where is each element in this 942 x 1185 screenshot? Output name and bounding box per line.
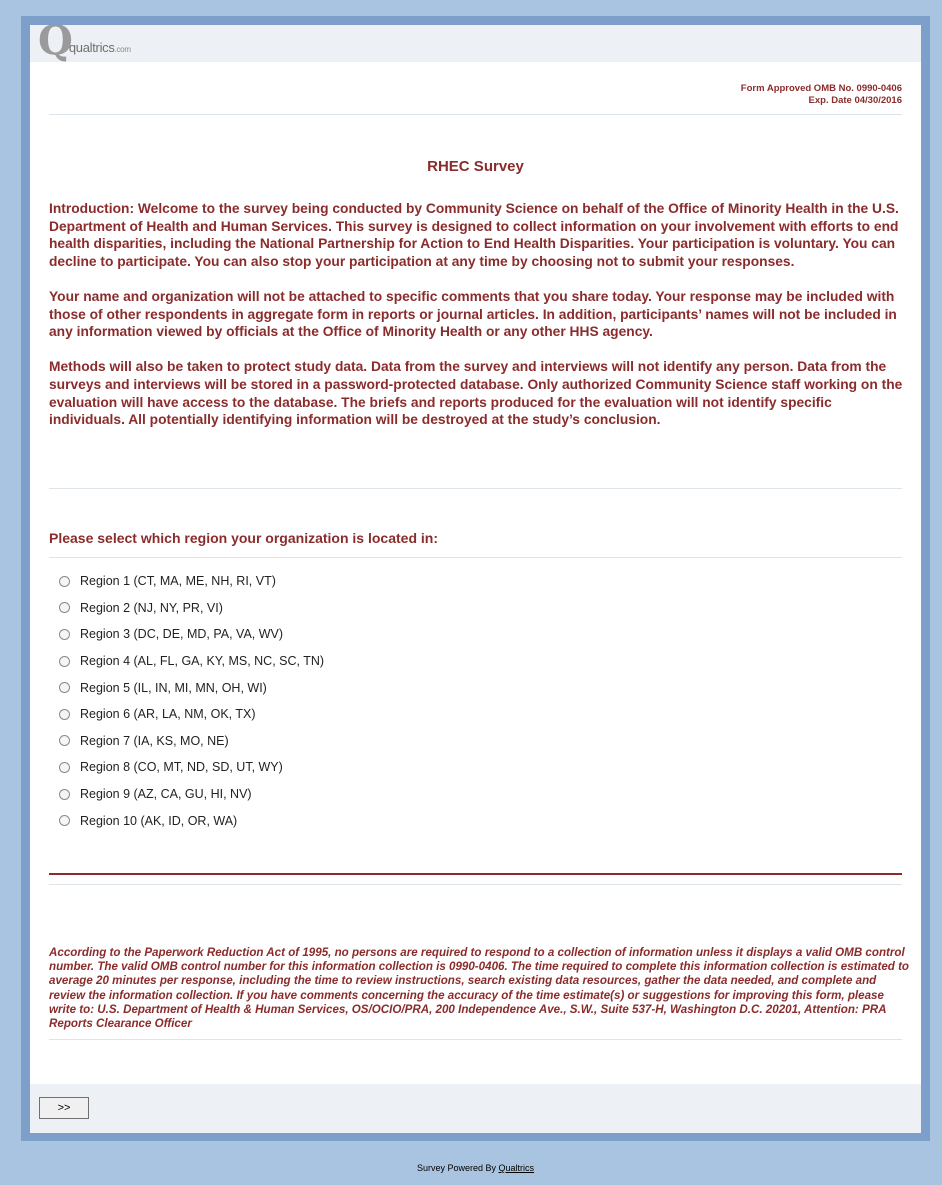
radio-button[interactable] xyxy=(59,602,70,613)
choice-region-10[interactable] xyxy=(59,807,324,834)
region-choices xyxy=(59,568,324,834)
choice-label[interactable]: Region 8 (CO, MT, ND, SD, UT, WY) xyxy=(80,760,283,775)
choice-label[interactable]: Region 1 (CT, MA, ME, NH, RI, VT) xyxy=(80,574,276,589)
divider xyxy=(49,1039,902,1040)
omb-line1: Form Approved OMB No. 0990-0406 xyxy=(740,83,902,94)
omb-notice xyxy=(741,83,902,107)
survey-title: RHEC Survey xyxy=(427,158,524,175)
divider xyxy=(49,114,902,115)
question-text: Please select which region your organization is located in: xyxy=(49,530,438,546)
logo-letter: Q xyxy=(38,25,73,62)
survey-frame xyxy=(21,16,930,1141)
radio-button[interactable] xyxy=(59,682,70,693)
section-separator xyxy=(49,873,902,875)
radio-button[interactable] xyxy=(59,709,70,720)
choice-label[interactable]: Region 3 (DC, DE, MD, PA, VA, WV) xyxy=(80,627,284,642)
choice-region-9[interactable] xyxy=(59,781,324,808)
choice-region-6[interactable] xyxy=(59,701,324,728)
radio-button[interactable] xyxy=(59,656,70,667)
logo-name xyxy=(69,40,131,55)
choice-region-5[interactable] xyxy=(59,674,324,701)
footer-bar xyxy=(30,1084,921,1133)
intro-paragraph-2: Your name and organization will not be attached to specific comments that you share today. Your response may be included with those of other respondents in aggregate form in reports or journal articles. In addition, participants’ names will not be included in any information viewed by officials at the Office of Minority Health or any other HHS agency. xyxy=(49,288,897,340)
omb-line2: Exp. Date 04/30/2016 xyxy=(808,95,902,106)
choice-label[interactable]: Region 9 (AZ, CA, GU, HI, NV) xyxy=(80,787,252,802)
header-bar xyxy=(30,25,921,62)
logo-name-text: qualtrics xyxy=(68,40,115,55)
next-button[interactable]: >> xyxy=(39,1097,89,1119)
choice-region-7[interactable] xyxy=(59,728,324,755)
radio-button[interactable] xyxy=(59,629,70,640)
logo-suffix: .com xyxy=(114,45,131,54)
powered-by xyxy=(0,1163,942,1173)
radio-button[interactable] xyxy=(59,762,70,773)
choice-label[interactable]: Region 4 (AL, FL, GA, KY, MS, NC, SC, TN) xyxy=(80,654,325,669)
choice-label[interactable]: Region 7 (IA, KS, MO, NE) xyxy=(80,733,229,748)
choice-region-3[interactable] xyxy=(59,621,324,648)
divider xyxy=(49,884,902,885)
pra-statement: According to the Paperwork Reduction Act of 1995, no persons are required to respond to a collection of information unless it displays a valid OMB control number. The valid OMB control number for this information collection is 0990-0406. The time required to complete this information collection is estimated to average 20 minutes per response, including the time to review instructions, search existing data resources, gather the data needed, and complete and review the information collection. If you have comments concerning the accuracy of the time estimate(s) or suggestions for improving this form, please write to: U.S. Department of Health & Human Services, OS/OCIO/PRA, 200 Independence Ave., S.W., Suite 537-H, Washington D.C. 20201, Attention: PRA Reports Clearance Officer xyxy=(49,946,910,1031)
choice-region-1[interactable] xyxy=(59,568,324,595)
radio-button[interactable] xyxy=(59,789,70,800)
divider xyxy=(49,488,902,489)
choice-label[interactable]: Region 6 (AR, LA, NM, OK, TX) xyxy=(80,707,256,722)
powered-by-text: Survey Powered By xyxy=(416,1163,499,1173)
choice-label[interactable]: Region 10 (AK, ID, OR, WA) xyxy=(80,813,238,828)
qualtrics-logo xyxy=(38,25,131,62)
divider xyxy=(49,557,902,558)
radio-button[interactable] xyxy=(59,576,70,587)
intro-paragraph-1: Introduction: Welcome to the survey being conducted by Community Science on behalf of the Office of Minority Health in the U.S. Department of Health and Human Services. This survey is designed to collect information on your involvement with efforts to end health disparities, including the National Partnership for Action to End Health Disparities. Your participation is voluntary. You can decline to participate. You can also stop your participation at any time by choosing not to submit your responses. xyxy=(49,201,899,269)
choice-label[interactable]: Region 2 (NJ, NY, PR, VI) xyxy=(80,600,223,615)
choice-region-2[interactable] xyxy=(59,595,324,622)
intro-paragraph-3: Methods will also be taken to protect study data. Data from the survey and interviews will not identify any person. Data from the surveys and interviews will be stored in a password-protected database. Only authorized Community Science staff working on the evaluation will have access to the database. The briefs and reports produced for the evaluation will not identify specific individuals. All potentially identifying information will be destroyed at the study’s conclusion. xyxy=(49,359,903,428)
qualtrics-link[interactable]: Qualtrics xyxy=(498,1163,535,1173)
choice-region-4[interactable] xyxy=(59,648,324,675)
radio-button[interactable] xyxy=(59,815,70,826)
choice-region-8[interactable] xyxy=(59,754,324,781)
radio-button[interactable] xyxy=(59,735,70,746)
choice-label[interactable]: Region 5 (IL, IN, MI, MN, OH, WI) xyxy=(80,680,267,695)
intro-text xyxy=(49,200,905,446)
survey-page xyxy=(30,25,921,1133)
